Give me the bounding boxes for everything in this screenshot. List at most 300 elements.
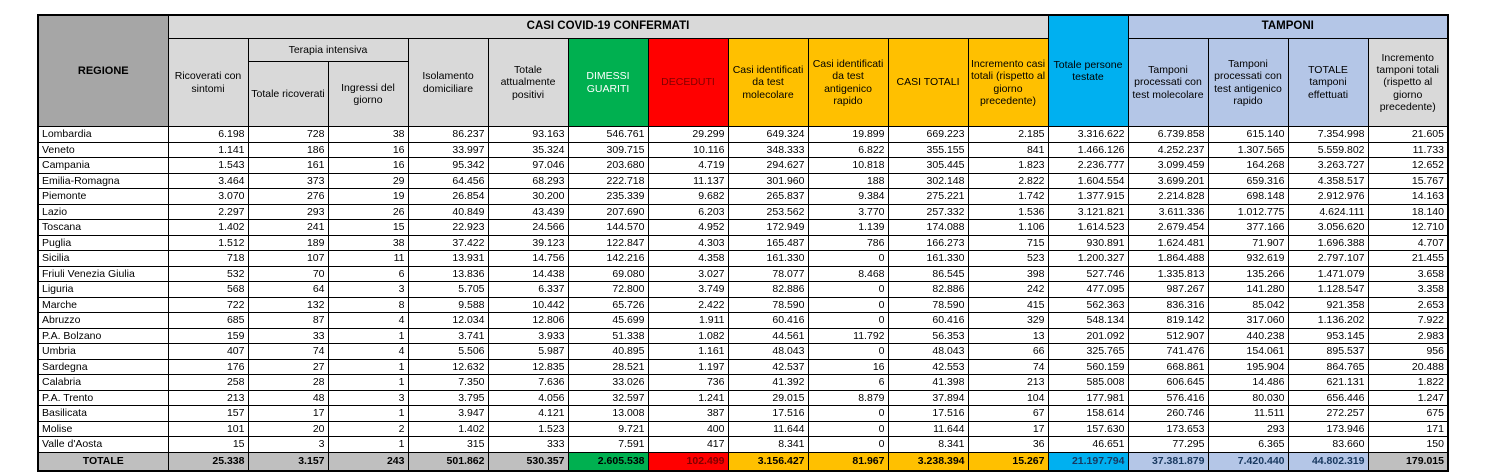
value-cell: 241	[248, 220, 328, 236]
total-value-cell: 501.862	[408, 452, 488, 471]
region-name: Umbria	[38, 344, 168, 360]
column-header-deceduti: DECEDUTI	[648, 39, 728, 127]
value-cell: 1.307.565	[1208, 142, 1288, 158]
value-cell: 173.653	[1128, 421, 1208, 437]
value-cell: 2.422	[648, 297, 728, 313]
value-cell: 930.891	[1048, 235, 1128, 251]
region-name: Toscana	[38, 220, 168, 236]
value-cell: 3.358	[1368, 282, 1448, 298]
table-row	[38, 204, 1448, 220]
value-cell: 2.912.976	[1288, 189, 1368, 205]
value-cell: 698.148	[1208, 189, 1288, 205]
value-cell: 29	[328, 173, 408, 189]
value-cell: 2.214.828	[1128, 189, 1208, 205]
region-name: Friuli Venezia Giulia	[38, 266, 168, 282]
value-cell: 87	[248, 313, 328, 329]
table-header	[38, 15, 1448, 127]
value-cell: 213	[168, 390, 248, 406]
value-cell: 6.739.858	[1128, 127, 1208, 143]
value-cell: 15	[328, 220, 408, 236]
value-cell: 5.705	[408, 282, 488, 298]
value-cell: 14.486	[1208, 375, 1288, 391]
value-cell: 159	[168, 328, 248, 344]
value-cell: 15.767	[1368, 173, 1448, 189]
value-cell: 11.644	[728, 421, 808, 437]
value-cell: 95.342	[408, 158, 488, 174]
region-name: Marche	[38, 297, 168, 313]
value-cell: 4.719	[648, 158, 728, 174]
value-cell: 33.026	[568, 375, 648, 391]
value-cell: 28.521	[568, 359, 648, 375]
value-cell: 3.749	[648, 282, 728, 298]
value-cell: 122.847	[568, 235, 648, 251]
value-cell: 5.506	[408, 344, 488, 360]
total-value-cell: 3.156.427	[728, 452, 808, 471]
value-cell: 315	[408, 437, 488, 453]
value-cell: 4.358	[648, 251, 728, 267]
region-name: Abruzzo	[38, 313, 168, 329]
value-cell: 276	[248, 189, 328, 205]
value-cell: 70	[248, 266, 328, 282]
value-cell: 0	[808, 282, 888, 298]
value-cell: 85.042	[1208, 297, 1288, 313]
value-cell: 74	[968, 359, 1048, 375]
value-cell: 17.516	[728, 406, 808, 422]
value-cell: 144.570	[568, 220, 648, 236]
value-cell: 3.316.622	[1048, 127, 1128, 143]
value-cell: 0	[808, 406, 888, 422]
table-row	[38, 235, 1448, 251]
total-value-cell: 25.338	[168, 452, 248, 471]
table-row	[38, 313, 1448, 329]
value-cell: 293	[1208, 421, 1288, 437]
value-cell: 93.163	[488, 127, 568, 143]
total-value-cell: 7.420.440	[1208, 452, 1288, 471]
table-row	[38, 127, 1448, 143]
value-cell: 329	[968, 313, 1048, 329]
column-header-incremento-tamponi: Incremento tamponi totali (rispetto al giorno precedente)	[1368, 39, 1448, 127]
table-row	[38, 158, 1448, 174]
value-cell: 440.238	[1208, 328, 1288, 344]
value-cell: 1.536	[968, 204, 1048, 220]
value-cell: 157	[168, 406, 248, 422]
value-cell: 26	[328, 204, 408, 220]
value-cell: 161.330	[728, 251, 808, 267]
table-row	[38, 421, 1448, 437]
value-cell: 3.070	[168, 189, 248, 205]
value-cell: 42.553	[888, 359, 968, 375]
value-cell: 86.545	[888, 266, 968, 282]
value-cell: 1.197	[648, 359, 728, 375]
total-value-cell: 530.357	[488, 452, 568, 471]
value-cell: 1.139	[808, 220, 888, 236]
region-name: Campania	[38, 158, 168, 174]
value-cell: 932.619	[1208, 251, 1288, 267]
value-cell: 1.614.523	[1048, 220, 1128, 236]
value-cell: 864.765	[1288, 359, 1368, 375]
value-cell: 16	[328, 142, 408, 158]
value-cell: 718	[168, 251, 248, 267]
value-cell: 1.082	[648, 328, 728, 344]
value-cell: 1	[328, 359, 408, 375]
value-cell: 1.106	[968, 220, 1048, 236]
value-cell: 35.324	[488, 142, 568, 158]
value-cell: 6.822	[808, 142, 888, 158]
value-cell: 12.652	[1368, 158, 1448, 174]
region-name: Liguria	[38, 282, 168, 298]
value-cell: 1	[328, 375, 408, 391]
value-cell: 189	[248, 235, 328, 251]
value-cell: 1.911	[648, 313, 728, 329]
value-cell: 104	[968, 390, 1048, 406]
value-cell: 46.651	[1048, 437, 1128, 453]
column-header-dimessi-guariti: DIMESSI GUARITI	[568, 39, 648, 127]
value-cell: 309.715	[568, 142, 648, 158]
value-cell: 8.341	[728, 437, 808, 453]
value-cell: 40.849	[408, 204, 488, 220]
value-cell: 3.464	[168, 173, 248, 189]
value-cell: 141.280	[1208, 282, 1288, 298]
value-cell: 4.056	[488, 390, 568, 406]
value-cell: 1.161	[648, 344, 728, 360]
value-cell: 7.354.998	[1288, 127, 1368, 143]
total-row	[38, 452, 1448, 471]
value-cell: 30.200	[488, 189, 568, 205]
table-row	[38, 220, 1448, 236]
value-cell: 317.060	[1208, 313, 1288, 329]
value-cell: 10.818	[808, 158, 888, 174]
value-cell: 2.185	[968, 127, 1048, 143]
value-cell: 377.166	[1208, 220, 1288, 236]
column-header-casi-totali: CASI TOTALI	[888, 39, 968, 127]
value-cell: 68.293	[488, 173, 568, 189]
value-cell: 165.487	[728, 235, 808, 251]
value-cell: 3.099.459	[1128, 158, 1208, 174]
group-header-terapia-intensiva: Terapia intensiva	[248, 39, 408, 62]
table-row	[38, 266, 1448, 282]
value-cell: 40.895	[568, 344, 648, 360]
value-cell: 523	[968, 251, 1048, 267]
value-cell: 173.946	[1288, 421, 1368, 437]
value-cell: 1.141	[168, 142, 248, 158]
value-cell: 477.095	[1048, 282, 1128, 298]
column-header-casi-test-antigenico: Casi identificati da test antigenico rapido	[808, 39, 888, 127]
value-cell: 1.241	[648, 390, 728, 406]
value-cell: 3.263.727	[1288, 158, 1368, 174]
value-cell: 0	[808, 297, 888, 313]
table-row	[38, 251, 1448, 267]
value-cell: 166.273	[888, 235, 968, 251]
value-cell: 606.645	[1128, 375, 1208, 391]
value-cell: 164.268	[1208, 158, 1288, 174]
value-cell: 11	[328, 251, 408, 267]
region-name: Valle d'Aosta	[38, 437, 168, 453]
total-value-cell: 37.381.879	[1128, 452, 1208, 471]
value-cell: 4.624.111	[1288, 204, 1368, 220]
table-row	[38, 328, 1448, 344]
value-cell: 12.806	[488, 313, 568, 329]
value-cell: 3	[328, 282, 408, 298]
value-cell: 8.468	[808, 266, 888, 282]
value-cell: 1.402	[408, 421, 488, 437]
value-cell: 16	[328, 158, 408, 174]
total-value-cell: 44.802.319	[1288, 452, 1368, 471]
value-cell: 242	[968, 282, 1048, 298]
value-cell: 201.092	[1048, 328, 1128, 344]
value-cell: 953.145	[1288, 328, 1368, 344]
value-cell: 60.416	[888, 313, 968, 329]
value-cell: 161	[248, 158, 328, 174]
value-cell: 28	[248, 375, 328, 391]
value-cell: 19	[328, 189, 408, 205]
value-cell: 7.591	[568, 437, 648, 453]
value-cell: 67	[968, 406, 1048, 422]
value-cell: 69.080	[568, 266, 648, 282]
value-cell: 10.116	[648, 142, 728, 158]
value-cell: 1	[328, 328, 408, 344]
value-cell: 3	[248, 437, 328, 453]
value-cell: 4.952	[648, 220, 728, 236]
value-cell: 294.627	[728, 158, 808, 174]
value-cell: 659.316	[1208, 173, 1288, 189]
value-cell: 33.997	[408, 142, 488, 158]
value-cell: 29.015	[728, 390, 808, 406]
value-cell: 43.439	[488, 204, 568, 220]
value-cell: 736	[648, 375, 728, 391]
value-cell: 841	[968, 142, 1048, 158]
region-name: Puglia	[38, 235, 168, 251]
value-cell: 82.886	[888, 282, 968, 298]
value-cell: 5.987	[488, 344, 568, 360]
value-cell: 172.949	[728, 220, 808, 236]
value-cell: 1.335.813	[1128, 266, 1208, 282]
value-cell: 132	[248, 297, 328, 313]
value-cell: 398	[968, 266, 1048, 282]
value-cell: 142.216	[568, 251, 648, 267]
value-cell: 33	[248, 328, 328, 344]
total-value-cell: 2.605.538	[568, 452, 648, 471]
value-cell: 9.682	[648, 189, 728, 205]
value-cell: 20	[248, 421, 328, 437]
value-cell: 78.077	[728, 266, 808, 282]
table-row	[38, 282, 1448, 298]
value-cell: 176	[168, 359, 248, 375]
value-cell: 97.046	[488, 158, 568, 174]
value-cell: 512.907	[1128, 328, 1208, 344]
value-cell: 6.203	[648, 204, 728, 220]
value-cell: 305.445	[888, 158, 968, 174]
region-name: Basilicata	[38, 406, 168, 422]
value-cell: 3.658	[1368, 266, 1448, 282]
table-body	[38, 127, 1448, 471]
value-cell: 527.746	[1048, 266, 1128, 282]
total-value-cell: 3.157	[248, 452, 328, 471]
value-cell: 257.332	[888, 204, 968, 220]
value-cell: 72.800	[568, 282, 648, 298]
value-cell: 21.455	[1368, 251, 1448, 267]
value-cell: 722	[168, 297, 248, 313]
value-cell: 38	[328, 235, 408, 251]
value-cell: 135.266	[1208, 266, 1288, 282]
table-row	[38, 173, 1448, 189]
value-cell: 42.537	[728, 359, 808, 375]
value-cell: 65.726	[568, 297, 648, 313]
value-cell: 16	[808, 359, 888, 375]
value-cell: 1.696.388	[1288, 235, 1368, 251]
value-cell: 13	[968, 328, 1048, 344]
value-cell: 956	[1368, 344, 1448, 360]
value-cell: 1	[328, 437, 408, 453]
region-name: Veneto	[38, 142, 168, 158]
total-value-cell: 81.967	[808, 452, 888, 471]
value-cell: 41.398	[888, 375, 968, 391]
value-cell: 11.137	[648, 173, 728, 189]
value-cell: 260.746	[1128, 406, 1208, 422]
value-cell: 4.121	[488, 406, 568, 422]
value-cell: 1.128.547	[1288, 282, 1368, 298]
value-cell: 400	[648, 421, 728, 437]
value-cell: 0	[808, 313, 888, 329]
value-cell: 562.363	[1048, 297, 1128, 313]
value-cell: 373	[248, 173, 328, 189]
value-cell: 253.562	[728, 204, 808, 220]
value-cell: 1	[328, 406, 408, 422]
value-cell: 56.353	[888, 328, 968, 344]
table-row	[38, 142, 1448, 158]
value-cell: 675	[1368, 406, 1448, 422]
column-header-totale-persone-testate: Totale persone testate	[1048, 15, 1128, 127]
value-cell: 1.543	[168, 158, 248, 174]
value-cell: 203.680	[568, 158, 648, 174]
value-cell: 895.537	[1288, 344, 1368, 360]
value-cell: 188	[808, 173, 888, 189]
covid-regions-table	[37, 14, 1449, 472]
value-cell: 174.088	[888, 220, 968, 236]
value-cell: 66	[968, 344, 1048, 360]
total-label: TOTALE	[38, 452, 168, 471]
column-header-totale-ricoverati: Totale ricoverati	[248, 62, 328, 127]
value-cell: 64	[248, 282, 328, 298]
value-cell: 71.907	[1208, 235, 1288, 251]
value-cell: 3	[328, 390, 408, 406]
value-cell: 9.721	[568, 421, 648, 437]
value-cell: 18.140	[1368, 204, 1448, 220]
value-cell: 12.632	[408, 359, 488, 375]
value-cell: 5.559.802	[1288, 142, 1368, 158]
value-cell: 157.630	[1048, 421, 1128, 437]
value-cell: 3.947	[408, 406, 488, 422]
value-cell: 8.879	[808, 390, 888, 406]
value-cell: 9.588	[408, 297, 488, 313]
value-cell: 301.960	[728, 173, 808, 189]
value-cell: 3.611.336	[1128, 204, 1208, 220]
value-cell: 532	[168, 266, 248, 282]
value-cell: 161.330	[888, 251, 968, 267]
value-cell: 2.797.107	[1288, 251, 1368, 267]
value-cell: 13.931	[408, 251, 488, 267]
value-cell: 2.653	[1368, 297, 1448, 313]
value-cell: 272.257	[1288, 406, 1368, 422]
value-cell: 8.341	[888, 437, 968, 453]
value-cell: 585.008	[1048, 375, 1128, 391]
value-cell: 0	[808, 421, 888, 437]
value-cell: 48	[248, 390, 328, 406]
value-cell: 17	[968, 421, 1048, 437]
column-header-incremento-casi: Incremento casi totali (rispetto al giorno precedente)	[968, 39, 1048, 127]
value-cell: 548.134	[1048, 313, 1128, 329]
value-cell: 150	[1368, 437, 1448, 453]
value-cell: 2.983	[1368, 328, 1448, 344]
value-cell: 154.061	[1208, 344, 1288, 360]
value-cell: 836.316	[1128, 297, 1208, 313]
value-cell: 10.442	[488, 297, 568, 313]
value-cell: 741.476	[1128, 344, 1208, 360]
value-cell: 3.121.821	[1048, 204, 1128, 220]
value-cell: 4.303	[648, 235, 728, 251]
table-row	[38, 344, 1448, 360]
value-cell: 6	[328, 266, 408, 282]
value-cell: 15	[168, 437, 248, 453]
value-cell: 669.223	[888, 127, 968, 143]
value-cell: 1.604.554	[1048, 173, 1128, 189]
value-cell: 11.733	[1368, 142, 1448, 158]
value-cell: 4	[328, 313, 408, 329]
value-cell: 6.337	[488, 282, 568, 298]
value-cell: 3.056.620	[1288, 220, 1368, 236]
value-cell: 1.624.481	[1128, 235, 1208, 251]
region-name: Piemonte	[38, 189, 168, 205]
value-cell: 2.822	[968, 173, 1048, 189]
value-cell: 48.043	[728, 344, 808, 360]
value-cell: 48.043	[888, 344, 968, 360]
value-cell: 1.466.126	[1048, 142, 1128, 158]
value-cell: 656.446	[1288, 390, 1368, 406]
region-name: Emilia-Romagna	[38, 173, 168, 189]
value-cell: 715	[968, 235, 1048, 251]
value-cell: 348.333	[728, 142, 808, 158]
value-cell: 26.854	[408, 189, 488, 205]
value-cell: 1.012.775	[1208, 204, 1288, 220]
total-value-cell: 179.015	[1368, 452, 1448, 471]
value-cell: 6.365	[1208, 437, 1288, 453]
value-cell: 1.471.079	[1288, 266, 1368, 282]
value-cell: 3.027	[648, 266, 728, 282]
value-cell: 158.614	[1048, 406, 1128, 422]
total-value-cell: 102.499	[648, 452, 728, 471]
group-header-tamponi: TAMPONI	[1128, 15, 1448, 39]
value-cell: 13.008	[568, 406, 648, 422]
value-cell: 27	[248, 359, 328, 375]
value-cell: 14.163	[1368, 189, 1448, 205]
value-cell: 258	[168, 375, 248, 391]
value-cell: 1.742	[968, 189, 1048, 205]
value-cell: 19.899	[808, 127, 888, 143]
value-cell: 32.597	[568, 390, 648, 406]
value-cell: 107	[248, 251, 328, 267]
column-header-casi-test-molecolare: Casi identificati da test molecolare	[728, 39, 808, 127]
value-cell: 51.338	[568, 328, 648, 344]
region-name: P.A. Bolzano	[38, 328, 168, 344]
value-cell: 6.198	[168, 127, 248, 143]
value-cell: 4.252.237	[1128, 142, 1208, 158]
value-cell: 6	[808, 375, 888, 391]
region-name: Lazio	[38, 204, 168, 220]
value-cell: 1.864.488	[1128, 251, 1208, 267]
total-value-cell: 243	[328, 452, 408, 471]
group-header-casi-confermati: CASI COVID-19 CONFERMATI	[168, 15, 1048, 39]
value-cell: 17	[248, 406, 328, 422]
region-name: Lombardia	[38, 127, 168, 143]
